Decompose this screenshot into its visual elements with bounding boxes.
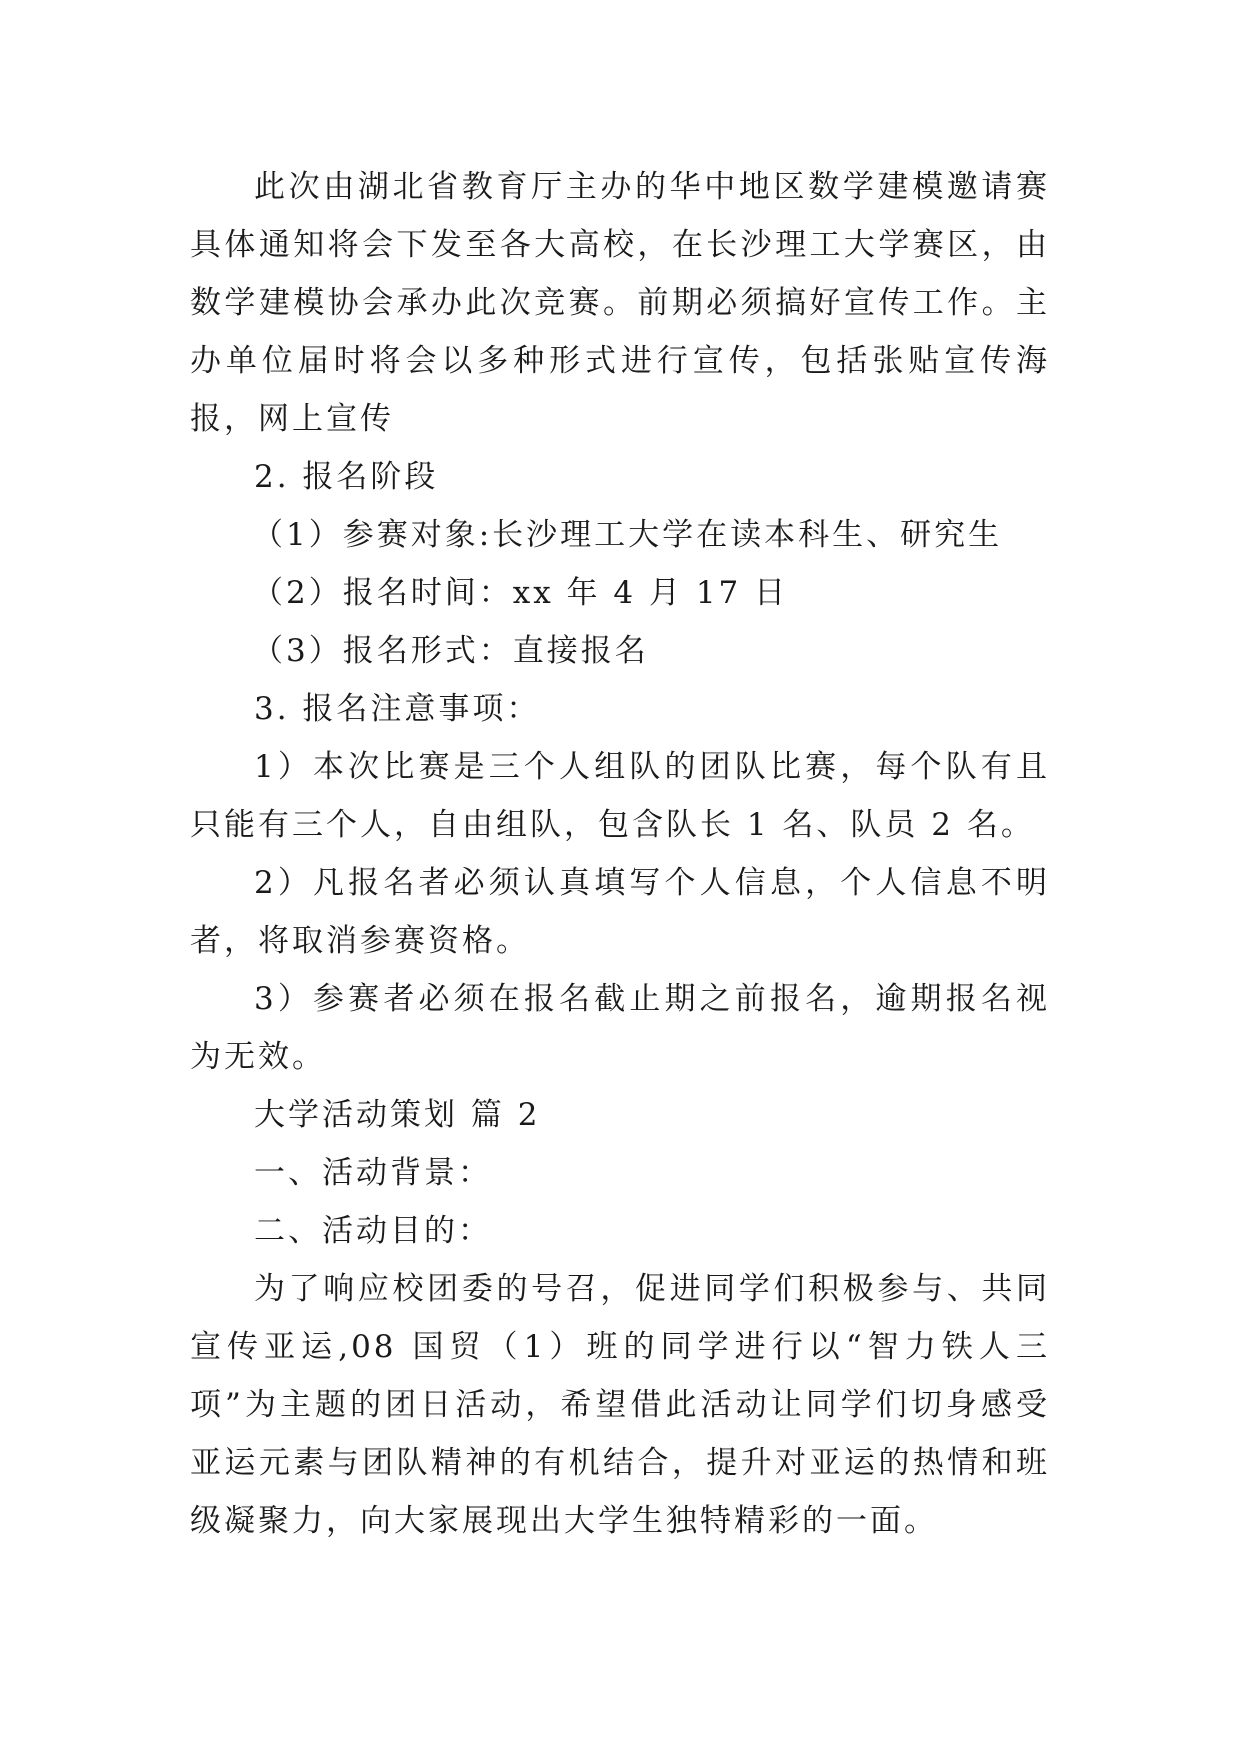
note-item-2: 2）凡报名者必须认真填写个人信息，个人信息不明者，将取消参赛资格。: [190, 865, 1050, 959]
section-title: 大学活动策划 篇 2: [254, 1097, 541, 1133]
list-item-participants: （1）参赛对象:长沙理工大学在读本科生、研究生: [252, 517, 1003, 553]
note-item-3: 3）参赛者必须在报名截止期之前报名，逾期报名视为无效。: [190, 981, 1050, 1075]
heading-activity-purpose: 二、活动目的：: [254, 1213, 492, 1249]
heading-registration-stage: 2. 报名阶段: [254, 459, 439, 495]
document-body: [190, 158, 1050, 1550]
heading-activity-background: 一、活动背景：: [254, 1155, 492, 1191]
list-item-registration-time: （2）报名时间：xx 年 4 月 17 日: [252, 575, 789, 611]
list-item-registration-form: （3）报名形式：直接报名: [252, 633, 649, 669]
paragraph-activity-purpose: 为了响应校团委的号召，促进同学们积极参与、共同宣传亚运,08 国贸（1）班的同学进行以“智力铁人三项”为主题的团日活动，希望借此活动让同学们切身感受亚运元素与团队精神的有机结合，提升对亚运的热情和班级凝聚力，向大家展现出大学生独特精彩的一面。: [190, 1271, 1050, 1539]
heading-registration-notes: 3. 报名注意事项：: [254, 691, 541, 727]
paragraph-intro: 此次由湖北省教育厅主办的华中地区数学建模邀请赛具体通知将会下发至各大高校，在长沙理工大学赛区，由数学建模协会承办此次竞赛。前期必须搞好宣传工作。主办单位届时将会以多种形式进行宣传，包括张贴宣传海报，网上宣传: [190, 169, 1050, 437]
note-item-1: 1）本次比赛是三个人组队的团队比赛，每个队有且只能有三个人，自由组队，包含队长 1 名、队员 2 名。: [190, 749, 1050, 843]
